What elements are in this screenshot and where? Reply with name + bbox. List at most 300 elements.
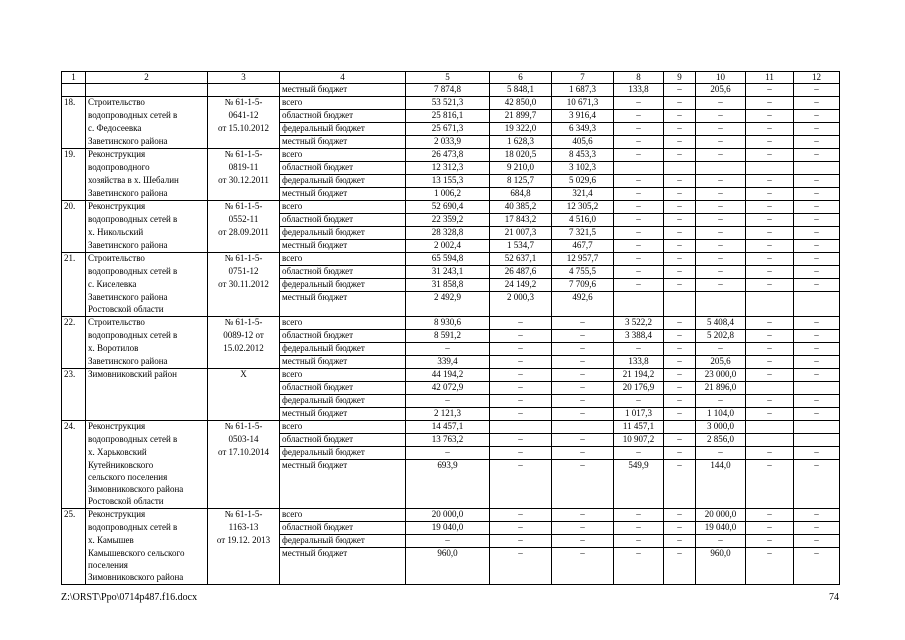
col-5-cell: – [490, 382, 552, 395]
col-7-cell [614, 304, 664, 317]
project-ref-cell: № 61-1-5- [208, 509, 280, 522]
col-6-cell [552, 496, 614, 509]
col-10-cell: – [746, 227, 794, 240]
object-name-cell: х. Воротилов [86, 343, 208, 356]
col-7-cell: – [614, 343, 664, 356]
project-ref-cell [208, 484, 280, 496]
object-name-cell: сельского поселения [86, 472, 208, 484]
col-9-cell: 20 000,0 [696, 509, 746, 522]
funding-source-cell [280, 304, 406, 317]
header-row [62, 72, 840, 84]
total-cell: 960,0 [406, 548, 490, 561]
total-cell: 8 930,6 [406, 317, 490, 330]
col-11-cell: – [794, 343, 840, 356]
col-5-cell [490, 496, 552, 509]
col-7-cell: 11 457,1 [614, 421, 664, 434]
col-9-cell: – [696, 136, 746, 149]
project-ref-cell [208, 304, 280, 317]
project-ref-cell: № 61-1-5- [208, 421, 280, 434]
col-5-cell: 1 534,7 [490, 240, 552, 253]
total-cell [406, 484, 490, 496]
item-number-cell [62, 447, 86, 460]
col-5-cell [490, 484, 552, 496]
col-8-cell: – [664, 123, 696, 136]
funding-source-cell: всего [280, 369, 406, 382]
col-8-cell: – [664, 317, 696, 330]
item-number-cell [62, 460, 86, 473]
col-11-cell: – [794, 227, 840, 240]
project-ref-cell: от 15.10.2012 [208, 123, 280, 136]
col-9-cell: 1 104,0 [696, 408, 746, 421]
col-6-cell: 12 957,7 [552, 253, 614, 266]
project-ref-cell: от 28.09.2011 [208, 227, 280, 240]
object-name-cell: водопроводных сетей в [86, 214, 208, 227]
total-cell: 65 594,8 [406, 253, 490, 266]
header-cell: 4 [280, 72, 406, 84]
item-number-cell: 21. [62, 253, 86, 266]
item-number-cell [62, 84, 86, 97]
col-5-cell [490, 572, 552, 585]
col-11-cell: – [794, 201, 840, 214]
footer-file-path: Z:\ORST\Ppo\0714p487.f16.docx [61, 592, 198, 603]
col-11-cell: – [794, 214, 840, 227]
total-cell [406, 572, 490, 585]
col-6-cell: – [552, 509, 614, 522]
table-row [62, 343, 840, 356]
object-name-cell: Ростовской области [86, 304, 208, 317]
col-11-cell [794, 434, 840, 447]
total-cell: 13 155,3 [406, 175, 490, 188]
object-name-cell: х. Никольский [86, 227, 208, 240]
table-row [62, 496, 840, 509]
col-11-cell: – [794, 535, 840, 548]
col-9-cell: – [696, 149, 746, 162]
project-ref-cell [208, 382, 280, 395]
funding-source-cell: всего [280, 253, 406, 266]
project-ref-cell [208, 395, 280, 408]
col-11-cell: – [794, 136, 840, 149]
table-row [62, 175, 840, 188]
col-11-cell: – [794, 97, 840, 110]
col-9-cell: – [696, 110, 746, 123]
col-9-cell: – [696, 343, 746, 356]
col-7-cell: – [614, 227, 664, 240]
col-7-cell: 549,9 [614, 460, 664, 473]
total-cell: 31 243,1 [406, 266, 490, 279]
item-number-cell [62, 240, 86, 253]
col-8-cell: – [664, 253, 696, 266]
table-row [62, 214, 840, 227]
col-8-cell: – [664, 356, 696, 369]
item-number-cell [62, 382, 86, 395]
col-5-cell: 52 637,1 [490, 253, 552, 266]
item-number-cell [62, 266, 86, 279]
total-cell: 2 033,9 [406, 136, 490, 149]
col-8-cell: – [664, 535, 696, 548]
funding-source-cell [280, 484, 406, 496]
col-11-cell: – [794, 240, 840, 253]
col-7-cell: 133,8 [614, 356, 664, 369]
object-name-cell: х. Камышев [86, 535, 208, 548]
header-cell: 12 [794, 72, 840, 84]
col-10-cell: – [746, 214, 794, 227]
col-8-cell: – [664, 548, 696, 561]
object-name-cell: Зимовниковский район [86, 369, 208, 382]
col-10-cell [746, 382, 794, 395]
header-cell: 5 [406, 72, 490, 84]
col-7-cell: – [614, 395, 664, 408]
col-11-cell: – [794, 460, 840, 473]
col-10-cell: – [746, 188, 794, 201]
col-7-cell: – [614, 447, 664, 460]
table-row [62, 395, 840, 408]
col-10-cell: – [746, 330, 794, 343]
col-9-cell [696, 292, 746, 305]
object-name-cell: х. Харьковский [86, 447, 208, 460]
col-5-cell: – [490, 548, 552, 561]
col-9-cell [696, 560, 746, 572]
project-ref-cell: 0089-12 от [208, 330, 280, 343]
item-number-cell [62, 123, 86, 136]
col-6-cell: 1 687,3 [552, 84, 614, 97]
object-name-cell: Строительство [86, 317, 208, 330]
col-7-cell: 3 522,2 [614, 317, 664, 330]
total-cell: 2 121,3 [406, 408, 490, 421]
col-7-cell [614, 496, 664, 509]
total-cell: – [406, 343, 490, 356]
col-10-cell: – [746, 548, 794, 561]
table-row [62, 421, 840, 434]
col-6-cell: 8 453,3 [552, 149, 614, 162]
object-name-cell: Кутейниковского [86, 460, 208, 473]
project-ref-cell: от 30.12.2011 [208, 175, 280, 188]
col-5-cell: – [490, 447, 552, 460]
funding-source-cell [280, 572, 406, 585]
object-name-cell: водопроводных сетей в [86, 434, 208, 447]
col-9-cell [696, 484, 746, 496]
col-5-cell: – [490, 343, 552, 356]
project-ref-cell [208, 572, 280, 585]
item-number-cell [62, 522, 86, 535]
funding-source-cell: местный бюджет [280, 460, 406, 473]
col-9-cell: – [696, 175, 746, 188]
table-row [62, 472, 840, 484]
table-row [62, 382, 840, 395]
col-6-cell: 321,4 [552, 188, 614, 201]
col-7-cell: – [614, 535, 664, 548]
col-5-cell: – [490, 317, 552, 330]
project-ref-cell: 0751-12 [208, 266, 280, 279]
table-row [62, 136, 840, 149]
col-8-cell: – [664, 343, 696, 356]
col-6-cell: 3 102,3 [552, 162, 614, 175]
col-10-cell: – [746, 522, 794, 535]
col-5-cell: – [490, 395, 552, 408]
col-7-cell: 21 194,2 [614, 369, 664, 382]
total-cell: 44 194,2 [406, 369, 490, 382]
col-10-cell: – [746, 408, 794, 421]
object-name-cell: Камышевского сельского [86, 548, 208, 561]
object-name-cell: водопроводных сетей в [86, 330, 208, 343]
object-name-cell [86, 382, 208, 395]
col-8-cell: – [664, 382, 696, 395]
col-9-cell [696, 496, 746, 509]
col-11-cell: – [794, 188, 840, 201]
item-number-cell: 19. [62, 149, 86, 162]
col-5-cell: – [490, 356, 552, 369]
col-7-cell: – [614, 110, 664, 123]
project-ref-cell [208, 560, 280, 572]
funding-source-cell: областной бюджет [280, 214, 406, 227]
total-cell [406, 560, 490, 572]
object-name-cell: Строительство [86, 97, 208, 110]
col-6-cell: – [552, 408, 614, 421]
funding-source-cell: федеральный бюджет [280, 447, 406, 460]
col-5-cell: 684,8 [490, 188, 552, 201]
object-name-cell: водопроводных сетей в [86, 266, 208, 279]
table-row [62, 522, 840, 535]
object-name-cell: поселения [86, 560, 208, 572]
table-row [62, 356, 840, 369]
object-name-cell: Зимовниковского района [86, 572, 208, 585]
col-10-cell: – [746, 395, 794, 408]
project-ref-cell: № 61-1-5- [208, 201, 280, 214]
header-cell: 1 [62, 72, 86, 84]
col-11-cell: – [794, 356, 840, 369]
col-6-cell: – [552, 330, 614, 343]
funding-source-cell [280, 472, 406, 484]
col-5-cell: – [490, 434, 552, 447]
table-row [62, 447, 840, 460]
table-row [62, 509, 840, 522]
col-5-cell: 8 125,7 [490, 175, 552, 188]
total-cell: 31 858,8 [406, 279, 490, 292]
col-9-cell: 21 896,0 [696, 382, 746, 395]
col-6-cell [552, 304, 614, 317]
object-name-cell: Ростовской области [86, 496, 208, 509]
col-8-cell [664, 496, 696, 509]
col-10-cell: – [746, 84, 794, 97]
col-8-cell: – [664, 201, 696, 214]
item-number-cell [62, 214, 86, 227]
col-7-cell: 133,8 [614, 84, 664, 97]
funding-source-cell: федеральный бюджет [280, 535, 406, 548]
col-9-cell: – [696, 97, 746, 110]
col-9-cell: 3 000,0 [696, 421, 746, 434]
col-9-cell: 2 856,0 [696, 434, 746, 447]
col-5-cell [490, 560, 552, 572]
col-8-cell: – [664, 408, 696, 421]
funding-source-cell: местный бюджет [280, 292, 406, 305]
funding-source-cell: областной бюджет [280, 266, 406, 279]
total-cell [406, 496, 490, 509]
project-ref-cell [208, 188, 280, 201]
col-8-cell: – [664, 149, 696, 162]
col-6-cell: – [552, 460, 614, 473]
project-ref-cell [208, 356, 280, 369]
table-row [62, 330, 840, 343]
col-10-cell: – [746, 240, 794, 253]
total-cell [406, 472, 490, 484]
col-5-cell: 17 843,2 [490, 214, 552, 227]
project-ref-cell: 1163-13 [208, 522, 280, 535]
funding-source-cell: федеральный бюджет [280, 123, 406, 136]
funding-source-cell: федеральный бюджет [280, 343, 406, 356]
col-10-cell [746, 434, 794, 447]
col-10-cell: – [746, 509, 794, 522]
col-11-cell [794, 292, 840, 305]
funding-source-cell: федеральный бюджет [280, 279, 406, 292]
total-cell: 19 040,0 [406, 522, 490, 535]
col-5-cell: 9 210,0 [490, 162, 552, 175]
total-cell: 12 312,3 [406, 162, 490, 175]
col-9-cell: 144,0 [696, 460, 746, 473]
project-ref-cell: 0641-12 [208, 110, 280, 123]
total-cell: – [406, 447, 490, 460]
col-10-cell [746, 304, 794, 317]
col-8-cell: – [664, 240, 696, 253]
funding-source-cell: местный бюджет [280, 548, 406, 561]
item-number-cell [62, 572, 86, 585]
col-9-cell: – [696, 253, 746, 266]
col-9-cell: – [696, 214, 746, 227]
col-11-cell [794, 572, 840, 585]
col-11-cell: – [794, 548, 840, 561]
project-ref-cell [208, 84, 280, 97]
header-cell: 10 [696, 72, 746, 84]
project-ref-cell: от 17.10.2014 [208, 447, 280, 460]
item-number-cell [62, 560, 86, 572]
header-cell: 3 [208, 72, 280, 84]
col-9-cell [696, 162, 746, 175]
col-5-cell: – [490, 330, 552, 343]
table-row [62, 266, 840, 279]
col-9-cell: 23 000,0 [696, 369, 746, 382]
col-5-cell: 40 385,2 [490, 201, 552, 214]
col-11-cell [794, 472, 840, 484]
project-ref-cell [208, 408, 280, 421]
header-cell: 9 [664, 72, 696, 84]
project-ref-cell: 15.02.2012 [208, 343, 280, 356]
col-11-cell [794, 162, 840, 175]
col-5-cell: 21 007,3 [490, 227, 552, 240]
object-name-cell [86, 408, 208, 421]
col-6-cell: 467,7 [552, 240, 614, 253]
col-10-cell: – [746, 175, 794, 188]
item-number-cell [62, 356, 86, 369]
funding-source-cell: местный бюджет [280, 84, 406, 97]
col-9-cell: 5 202,8 [696, 330, 746, 343]
item-number-cell: 22. [62, 317, 86, 330]
funding-source-cell: всего [280, 421, 406, 434]
col-6-cell [552, 484, 614, 496]
table-row [62, 253, 840, 266]
funding-source-cell: областной бюджет [280, 522, 406, 535]
col-5-cell [490, 472, 552, 484]
total-cell: – [406, 395, 490, 408]
col-8-cell: – [664, 266, 696, 279]
col-8-cell: – [664, 279, 696, 292]
col-10-cell: – [746, 149, 794, 162]
col-9-cell: – [696, 279, 746, 292]
col-8-cell [664, 572, 696, 585]
col-7-cell [614, 484, 664, 496]
col-6-cell: 7 321,5 [552, 227, 614, 240]
col-10-cell [746, 292, 794, 305]
item-number-cell [62, 304, 86, 317]
col-10-cell: – [746, 279, 794, 292]
table-row [62, 434, 840, 447]
col-11-cell: – [794, 149, 840, 162]
col-6-cell [552, 421, 614, 434]
col-10-cell [746, 472, 794, 484]
item-number-cell [62, 110, 86, 123]
total-cell: 2 492,9 [406, 292, 490, 305]
project-ref-cell [208, 240, 280, 253]
object-name-cell: Реконструкция [86, 421, 208, 434]
col-11-cell: – [794, 123, 840, 136]
col-6-cell: – [552, 434, 614, 447]
col-7-cell: – [614, 548, 664, 561]
total-cell: 693,9 [406, 460, 490, 473]
col-5-cell: – [490, 408, 552, 421]
total-cell: 28 328,8 [406, 227, 490, 240]
header-cell: 7 [552, 72, 614, 84]
funding-source-cell: федеральный бюджет [280, 175, 406, 188]
col-10-cell: – [746, 266, 794, 279]
item-number-cell [62, 548, 86, 561]
total-cell: 53 521,3 [406, 97, 490, 110]
col-9-cell: – [696, 188, 746, 201]
item-number-cell [62, 496, 86, 509]
col-7-cell [614, 292, 664, 305]
col-7-cell [614, 162, 664, 175]
col-10-cell [746, 421, 794, 434]
object-name-cell: водопроводных сетей в [86, 110, 208, 123]
object-name-cell [86, 84, 208, 97]
project-ref-cell [208, 496, 280, 509]
item-number-cell [62, 292, 86, 305]
project-ref-cell: от 30.11.2012 [208, 279, 280, 292]
col-7-cell: – [614, 201, 664, 214]
object-name-cell: с. Федосеевка [86, 123, 208, 136]
footer-page-number: 74 [829, 592, 839, 603]
col-7-cell: – [614, 253, 664, 266]
col-11-cell: – [794, 279, 840, 292]
col-5-cell: – [490, 460, 552, 473]
col-10-cell: – [746, 447, 794, 460]
table-row [62, 408, 840, 421]
col-11-cell [794, 421, 840, 434]
object-name-cell: Заветинского района [86, 136, 208, 149]
total-cell [406, 304, 490, 317]
col-9-cell [696, 472, 746, 484]
col-9-cell: – [696, 535, 746, 548]
col-8-cell: – [664, 227, 696, 240]
col-10-cell [746, 572, 794, 585]
project-ref-cell: № 61-1-5- [208, 149, 280, 162]
col-6-cell: 7 709,6 [552, 279, 614, 292]
col-8-cell [664, 421, 696, 434]
budget-table [61, 71, 840, 585]
funding-source-cell: местный бюджет [280, 188, 406, 201]
funding-source-cell: областной бюджет [280, 110, 406, 123]
col-6-cell: 6 349,3 [552, 123, 614, 136]
col-5-cell: 18 020,5 [490, 149, 552, 162]
total-cell: 7 874,8 [406, 84, 490, 97]
total-cell: 22 359,2 [406, 214, 490, 227]
item-number-cell: 23. [62, 369, 86, 382]
